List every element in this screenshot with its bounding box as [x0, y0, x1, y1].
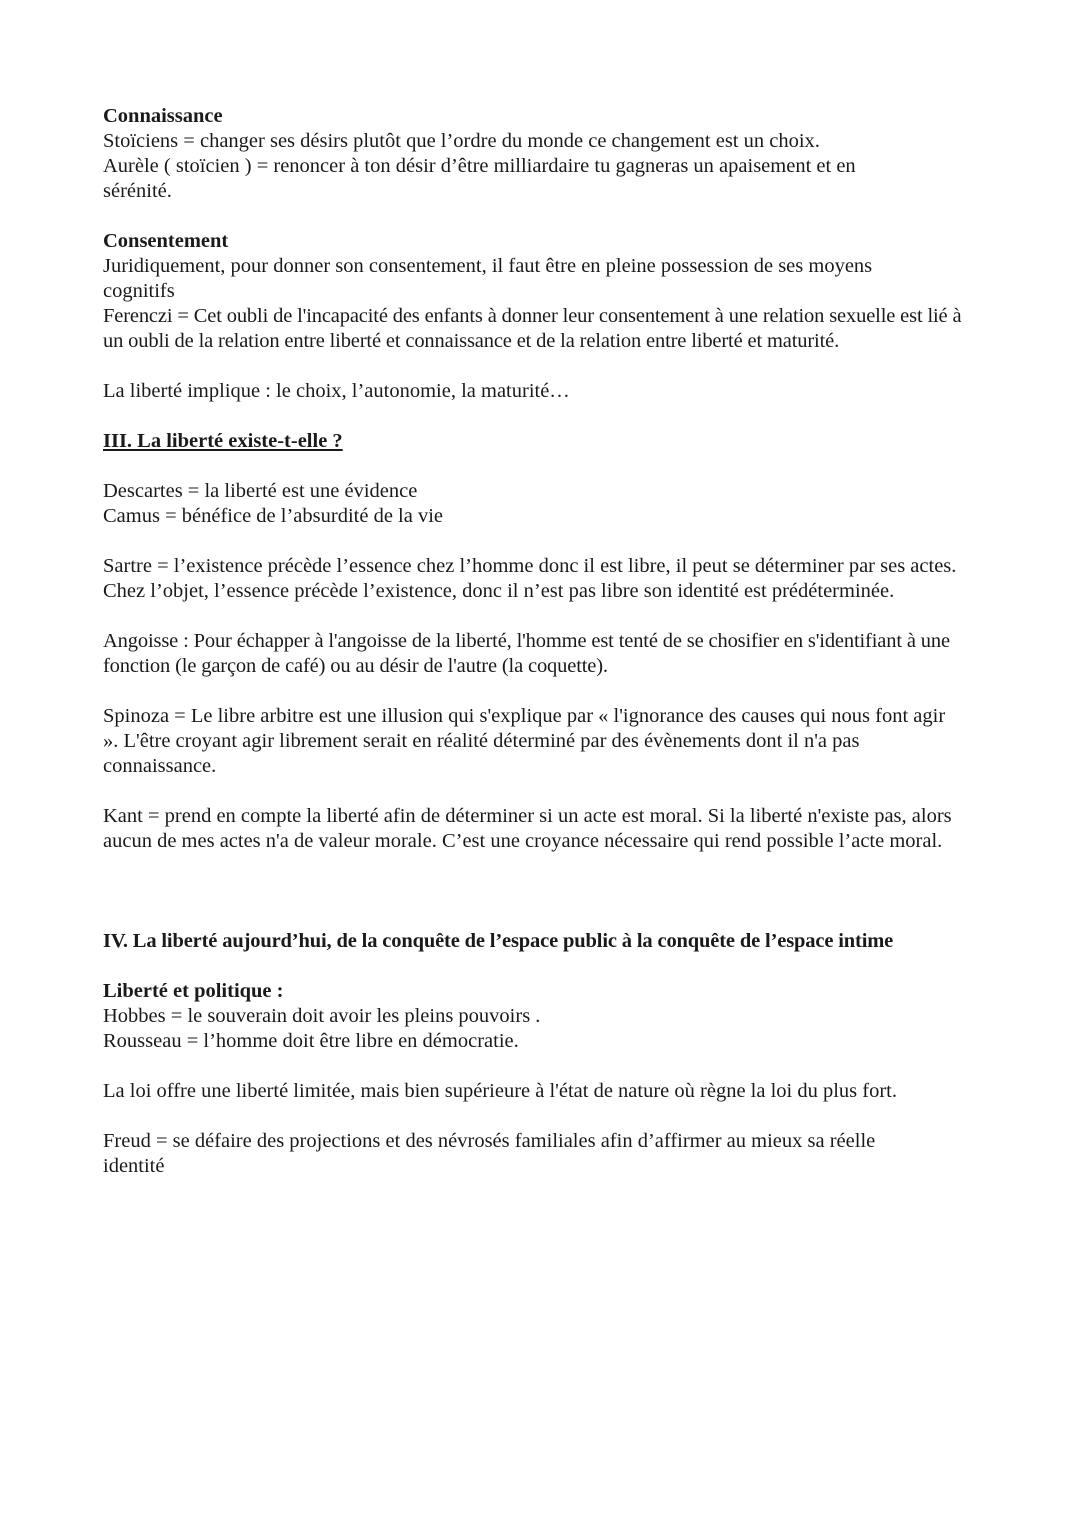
section-4-heading: IV. La liberté aujourd’hui, de la conquête de l’espace public à la conquête de l’espace intime	[103, 930, 894, 952]
spinoza-paragraph: Spinoza = Le libre arbitre est une illusion qui s'explique par « l'ignorance des causes qui nous font agir ». L'être croyant agir librement serait en réalité déterminé par des évènements dont il n'a pas connaissance.	[103, 705, 946, 777]
liberte-implique-line: La liberté implique : le choix, l’autonomie, la maturité…	[103, 380, 570, 402]
descartes-line: Descartes = la liberté est une évidence	[103, 480, 418, 502]
camus-line: Camus = bénéfice de l’absurdité de la vie	[103, 505, 444, 527]
politique-heading: Liberté et politique :	[103, 980, 284, 1002]
freud-paragraph: Freud = se défaire des projections et des névrosés familiales afin d’affirmer au mieux sa réelle identité	[103, 1130, 876, 1177]
ferenczi-line: Ferenczi = Cet oubli de l'incapacité des enfants à donner leur consentement à une relation sexuelle est lié à un oubli de la relation entre liberté et connaissance et de la relation entre liberté et maturité.	[103, 305, 962, 352]
document-body	[103, 104, 1003, 1179]
stoiciens-line: Stoïciens = changer ses désirs plutôt que l’ordre du monde ce changement est un choix.	[103, 130, 820, 152]
rousseau-line: Rousseau = l’homme doit être libre en démocratie.	[103, 1030, 519, 1052]
spacer	[103, 204, 1003, 229]
spacer	[103, 679, 1003, 704]
spacer	[103, 1104, 1003, 1129]
angoisse-paragraph: Angoisse : Pour échapper à l'angoisse de la liberté, l'homme est tenté de se chosifier en s'identifiant à une fonction (le garçon de café) ou au désir de l'autre (la coquette).	[103, 630, 950, 677]
spacer	[103, 854, 1003, 879]
juridiquement-line: Juridiquement, pour donner son consentement, il faut être en pleine possession de ses moyens cognitifs	[103, 255, 873, 302]
aurele-line: Aurèle ( stoïcien ) = renoncer à ton désir d’être milliardaire tu gagneras un apaisement et en sérénité.	[103, 155, 856, 202]
spacer	[103, 904, 1003, 929]
spacer	[103, 454, 1003, 479]
spacer	[103, 954, 1003, 979]
spacer	[103, 779, 1003, 804]
section-3-heading: III. La liberté existe-t-elle ?	[103, 430, 343, 452]
spacer	[103, 879, 1003, 904]
sartre-paragraph: Sartre = l’existence précède l’essence chez l’homme donc il est libre, il peut se déterminer par ses actes. Chez l’objet, l’essence précède l’existence, donc il n’est pas libre son identité est prédéterminée.	[103, 555, 957, 602]
spacer	[103, 354, 1003, 379]
hobbes-line: Hobbes = le souverain doit avoir les pleins pouvoirs .	[103, 1005, 541, 1027]
kant-paragraph: Kant = prend en compte la liberté afin de déterminer si un acte est moral. Si la liberté n'existe pas, alors aucun de mes actes n'a de valeur morale. C’est une croyance nécessaire qui rend possible l’acte moral.	[103, 805, 952, 852]
spacer	[103, 1054, 1003, 1079]
spacer	[103, 404, 1003, 429]
spacer	[103, 529, 1003, 554]
connaissance-heading: Connaissance	[103, 105, 223, 127]
loi-line: La loi offre une liberté limitée, mais bien supérieure à l'état de nature où règne la loi du plus fort.	[103, 1080, 897, 1102]
consentement-heading: Consentement	[103, 230, 229, 252]
spacer	[103, 604, 1003, 629]
